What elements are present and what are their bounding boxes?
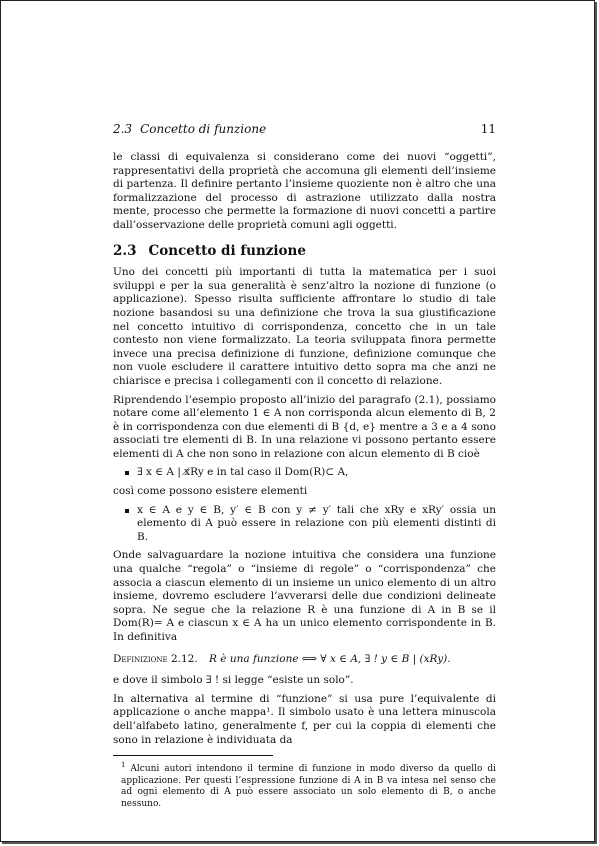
bullet-item-2: x ∈ A e y ∈ B, y′ ∈ B con y ≠ y′ tali che xRy e xRy′ ossia un elemento di A può essere in relazione con più elementi distinti di B. [125, 504, 496, 545]
header-section-title: Concetto di funzione [140, 122, 267, 136]
definition [113, 653, 496, 667]
paragraph-5: e dove il simbolo ∃ ! si legge “esiste un solo”. [113, 674, 354, 687]
body-text [113, 151, 496, 810]
bullet-list-1 [113, 466, 496, 480]
page-number: 11 [480, 122, 496, 136]
section-heading [113, 242, 496, 259]
bullet-item-1: ∃ x ∈ A | x̸Ry e in tal caso il Dom(R)⊂ A, [125, 466, 496, 480]
running-header [113, 122, 496, 136]
paragraph-1: Uno dei concetti più importanti di tutta la matematica per i suoi sviluppi e per la sua generalità è senz’altro la nozione di funzione (o applicazione). Spesso risulta sufficiente affrontare lo studio di tale nozione basandosi su una definizione che trova la sua giustificazione nel concetto intuitivo di corrispondenza, concetto che in un tale contesto non viene formalizzato. La teoria sviluppata finora permette invece una precisa definizione di funzione, definizione comunque che non vuole escludere il carattere intuitivo detto sopra ma che anzi ne chiarisce e precisa i collegamenti con il concetto di relazione. [113, 266, 496, 387]
footnote-text: Alcuni autori intendono il termine di funzione in modo diverso da quello di applicazione. Per questi l’espressione funzione di A in B va intesa nel senso che ad ogni elemento di A può essere associato un solo elemento di B, o anche nessuno. [121, 764, 496, 809]
footnote-marker: 1 [121, 761, 126, 770]
definition-label: Definizione 2.12. [113, 652, 198, 665]
section-title: Concetto di funzione [148, 242, 306, 259]
footnote-rule [113, 755, 273, 756]
definition-text: R è una funzione ⟺ ∀ x ∈ A, ∃ ! y ∈ B | (xRy). [209, 652, 451, 665]
bullet-list-2 [113, 504, 496, 545]
paragraph-2: Riprendendo l’esempio proposto all’inizio del paragrafo (2.1), possiamo notare come all’elemento 1 ∈ A non corrisponda alcun elemento di B, 2 è in corrispondenza con due elementi di B {d, e} mentre a 3 e a 4 sono associati tre elementi di B. In una relazione vi possono pertanto essere elementi di A che non sono in relazione con alcun elemento di B cioè [113, 393, 496, 460]
footnote [113, 760, 496, 810]
paragraph-6: In alternativa al termine di “funzione” si usa pure l’equivalente di applicazione o anche mappa¹. Il simbolo usato è una lettera minuscola dell’alfabeto latino, generalmente f, per cui la coppia di elementi che sono in relazione è individuata da [113, 692, 496, 746]
paragraph-3: così come possono esistere elementi [113, 485, 308, 498]
section-number: 2.3 [113, 242, 137, 259]
header-section-number: 2.3 [113, 122, 133, 136]
intro-paragraph: le classi di equivalenza si considerano come dei nuovi “oggetti”, rappresentativi della proprietà che accomuna gli elementi dell’insieme di partenza. Il definire pertanto l’insieme quoziente non è altro che una formalizzazione del processo di astrazione utilizzato dalla nostra mente, processo che permette la formazione di nuovi concetti a partire dall’osservazione delle proprietà comuni agli oggetti. [113, 151, 496, 231]
paragraph-4: Onde salvaguardare la nozione intuitiva che considera una funzione una qualche “regola” o “insieme di regole” o “corrispondenza” che associa a ciascun elemento di un insieme un unico elemento di un altro insieme, dovremo escludere l’avverarsi delle due condizioni delineate sopra. Ne segue che la relazione R è una funzione di A in B se il Dom(R)= A e ciascun x ∈ A ha un unico elemento corrispondente in B. In definitiva [113, 549, 496, 643]
